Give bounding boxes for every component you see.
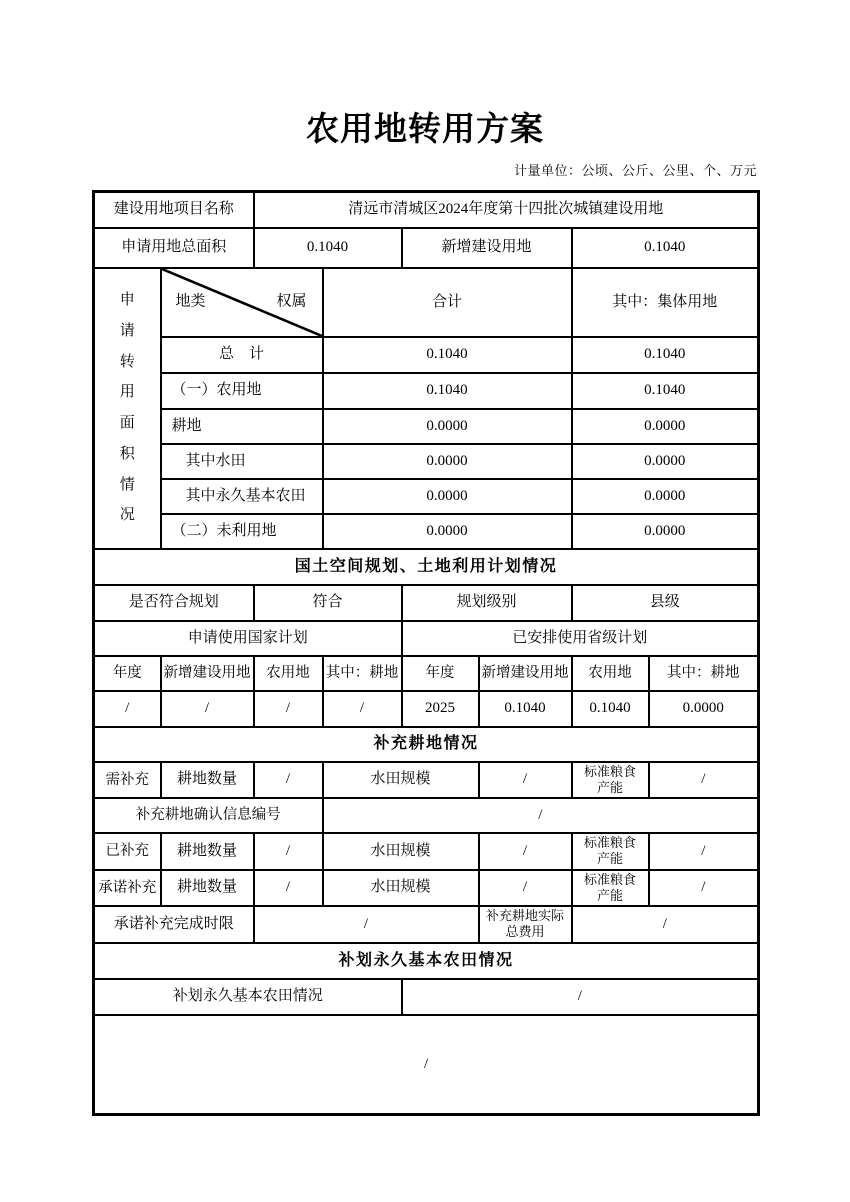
supplement-need-qty-label: 耕地数量: [161, 762, 254, 799]
compliance-label: 是否符合规划: [94, 585, 254, 621]
row-label-unused: （二）未利用地: [161, 514, 323, 549]
actual-cost-value: /: [572, 906, 759, 943]
plan-col-cultivated-2: 其中：耕地: [649, 656, 759, 691]
permanent-farmland-collective: 0.0000: [572, 479, 759, 514]
compliance-value: 符合: [254, 585, 402, 621]
diagonal-header-cell: [161, 268, 323, 337]
supplement-promise-qty-value: /: [254, 870, 323, 907]
permanent-farmland-label: 补划永久基本农田情况: [94, 979, 402, 1015]
new-construction-label: 新增建设用地: [402, 228, 572, 268]
plan-value-new-1: /: [161, 691, 254, 727]
page-title: 农用地转用方案: [306, 112, 544, 148]
row-label-paddy: 其中水田: [161, 444, 323, 479]
paddy-collective: 0.0000: [572, 444, 759, 479]
section-header-permanent-farmland: 补划永久基本农田情况: [94, 943, 759, 979]
section-header-supplement: 补充耕地情况: [94, 727, 759, 762]
table-row: [94, 479, 759, 514]
section-header-planning: 国土空间规划、土地利用计划情况: [94, 549, 759, 585]
column-header-total: 合计: [323, 268, 572, 337]
table-row: [94, 444, 759, 479]
plan-col-new-2: 新增建设用地: [479, 656, 572, 691]
provincial-plan-header: 已安排使用省级计划: [402, 621, 759, 656]
table-row: [94, 373, 759, 409]
table-row: [94, 409, 759, 444]
actual-cost-label: 补充耕地实际总费用: [479, 906, 572, 943]
diagonal-label-landtype: 地类: [175, 293, 206, 310]
supplement-promise-grain-value: /: [649, 870, 759, 907]
total-area-value: 0.1040: [254, 228, 402, 268]
form-table: [92, 190, 760, 1116]
total-area-label: 申请用地总面积: [94, 228, 254, 268]
plan-value-agri-2: 0.1040: [572, 691, 649, 727]
supplement-done-paddy-label: 水田规模: [323, 833, 479, 870]
plan-value-year-1: /: [94, 691, 161, 727]
conversion-side-label: 申请转用面积情况: [94, 268, 161, 549]
supplement-need-qty-value: /: [254, 762, 323, 799]
supplement-done-paddy-value: /: [479, 833, 572, 870]
supplement-promise-type: 承诺补充: [94, 870, 161, 907]
supplement-promise-paddy-value: /: [479, 870, 572, 907]
plan-value-new-2: 0.1040: [479, 691, 572, 727]
plan-value-cultivated-1: /: [323, 691, 402, 727]
table-row: [94, 870, 759, 907]
confirmation-number-value: /: [323, 798, 759, 833]
column-header-collective: 其中：集体用地: [572, 268, 759, 337]
table-row: [94, 514, 759, 549]
plan-col-agri-1: 农用地: [254, 656, 323, 691]
grand-total-value: 0.1040: [323, 337, 572, 373]
agricultural-total: 0.1040: [323, 373, 572, 409]
supplement-done-type: 已补充: [94, 833, 161, 870]
diagonal-label-ownership: 权属: [276, 293, 307, 310]
row-label-permanent-farmland: 其中永久基本农田: [161, 479, 323, 514]
plan-value-year-2: 2025: [402, 691, 479, 727]
cultivated-total: 0.0000: [323, 409, 572, 444]
supplement-need-grain-value: /: [649, 762, 759, 799]
measurement-unit-note: 计量单位：公顷、公斤、公里、个、万元: [513, 163, 757, 178]
project-name-value: 清远市清城区2024年度第十四批次城镇建设用地: [254, 192, 759, 228]
supplement-need-type: 需补充: [94, 762, 161, 799]
confirmation-number-label: 补充耕地确认信息编号: [94, 798, 323, 833]
agricultural-collective: 0.1040: [572, 373, 759, 409]
supplement-need-grain-label: 标准粮食产能: [572, 762, 649, 799]
cultivated-collective: 0.0000: [572, 409, 759, 444]
permanent-farmland-total: 0.0000: [323, 479, 572, 514]
plan-col-agri-2: 农用地: [572, 656, 649, 691]
row-label-grand-total: 总 计: [161, 337, 323, 373]
deadline-value: /: [254, 906, 479, 943]
supplement-need-paddy-value: /: [479, 762, 572, 799]
supplement-done-qty-value: /: [254, 833, 323, 870]
table-row: [94, 762, 759, 799]
remark-cell: /: [94, 1015, 759, 1115]
supplement-done-qty-label: 耕地数量: [161, 833, 254, 870]
table-row: [94, 691, 759, 727]
plan-value-agri-1: /: [254, 691, 323, 727]
supplement-promise-qty-label: 耕地数量: [161, 870, 254, 907]
grand-total-collective: 0.1040: [572, 337, 759, 373]
permanent-farmland-value: /: [402, 979, 759, 1015]
supplement-done-grain-label: 标准粮食产能: [572, 833, 649, 870]
plan-col-year-1: 年度: [94, 656, 161, 691]
plan-level-label: 规划级别: [402, 585, 572, 621]
plan-col-year-2: 年度: [402, 656, 479, 691]
supplement-done-grain-value: /: [649, 833, 759, 870]
deadline-label: 承诺补充完成时限: [94, 906, 254, 943]
supplement-promise-grain-label: 标准粮食产能: [572, 870, 649, 907]
plan-col-cultivated-1: 其中：耕地: [323, 656, 402, 691]
row-label-agricultural: （一）农用地: [161, 373, 323, 409]
plan-value-cultivated-2: 0.0000: [649, 691, 759, 727]
unused-collective: 0.0000: [572, 514, 759, 549]
plan-level-value: 县级: [572, 585, 759, 621]
row-label-cultivated: 耕地: [161, 409, 323, 444]
supplement-need-paddy-label: 水田规模: [323, 762, 479, 799]
project-name-label: 建设用地项目名称: [94, 192, 254, 228]
supplement-promise-paddy-label: 水田规模: [323, 870, 479, 907]
table-row: [94, 337, 759, 373]
table-row: [94, 833, 759, 870]
paddy-total: 0.0000: [323, 444, 572, 479]
national-plan-header: 申请使用国家计划: [94, 621, 402, 656]
plan-col-new-1: 新增建设用地: [161, 656, 254, 691]
new-construction-value: 0.1040: [572, 228, 759, 268]
unused-total: 0.0000: [323, 514, 572, 549]
